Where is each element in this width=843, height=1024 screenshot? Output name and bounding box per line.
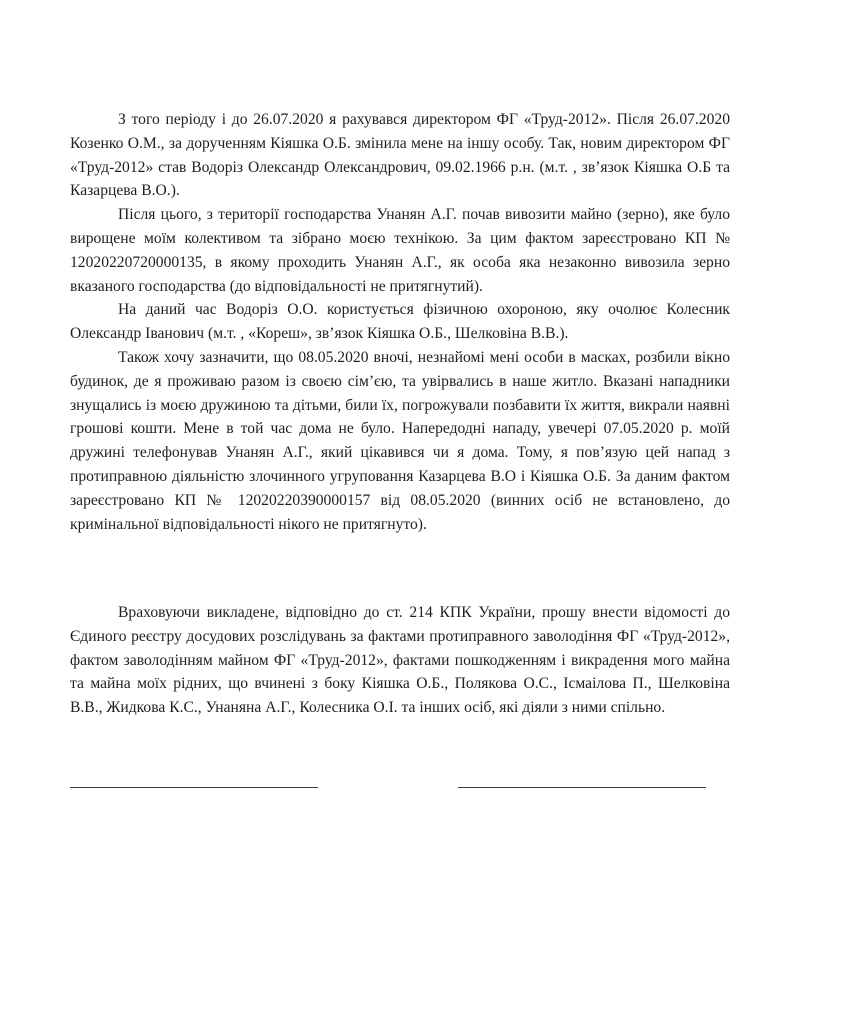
paragraph-director-change: З того періоду і до 26.07.2020 я рахувався директором ФГ «Труд-2012». Після 26.07.2020 Козенко О.М., за дорученням Кіяшка О.Б. змінила мене на іншу особу. Так, новим директором ФГ «Труд-2012» став Водоріз Олександр Олександрович, 09.02.1966 р.н. (м.т. , зв’язок Кіяшка О.Б та Казарцева В.О.). xyxy=(70,111,730,200)
signature-line-left xyxy=(70,787,318,788)
paragraph-attack: Також хочу зазначити, що 08.05.2020 вночі, незнайомі мені особи в масках, розбили вікно будинок, де я проживаю разом із своєю сім’єю, та увірвались в наше житло. Вказані нападники знущались із моєю дружиною та дітьми, били їх, погрожували позбавити їх життя, викрали наявні грошові кошти. Мене в той час дома не було. Напередодні нападу, увечері 07.05.2020 р. моїй дружині телефонував Унанян А.Г., який цікавився чи я дома. Тому, я пов’язую цей напад з протиправною діяльністю злочинного угруповання Казарцева В.О і Кіяшка О.Б. За даним фактом зареєстровано КП № 12020220390000157 від 08.05.2020 (винних осіб не встановлено, до кримінальної відповідальності нікого не притягнуто). xyxy=(70,348,730,533)
paragraph-grain-removal: Після цього, з території господарства Унанян А.Г. почав вивозити майно (зерно), яке було вирощене моїм колективом та зібрано моєю технікою. За цим фактом зареєстровано КП № 12020220720000135, в якому проходить Унанян А.Г., як особа яка незаконно вивозила зерно вказаного господарства (до відповідальності не притягнутий). xyxy=(70,206,730,295)
body-text xyxy=(70,108,730,536)
paragraph-security: На даний час Водоріз О.О. користується фізичною охороною, яку очолює Колесник Олександр Іванович (м.т. , «Кореш», зв’язок Кіяшка О.Б., Шелковіна В.В.). xyxy=(70,301,730,343)
signature-line-right xyxy=(458,787,706,788)
paragraph-request: Враховуючи викладене, відповідно до ст. 214 КПК України, прошу внести відомості до Єдиного реєстру досудових розслідувань за фактами протиправного заволодіння ФГ «Труд-2012», фактом заволодінням майном ФГ «Труд-2012», фактами пошкодженням і викрадення мого майна та майна моїх рідних, що вчинені з боку Кіяшка О.Б., Полякова О.С., Ісмаілова П., Шелковіна В.В., Жидкова К.С., Унаняна А.Г., Колесника О.І. та інших осіб, які діяли з ними спільно. xyxy=(70,604,730,717)
